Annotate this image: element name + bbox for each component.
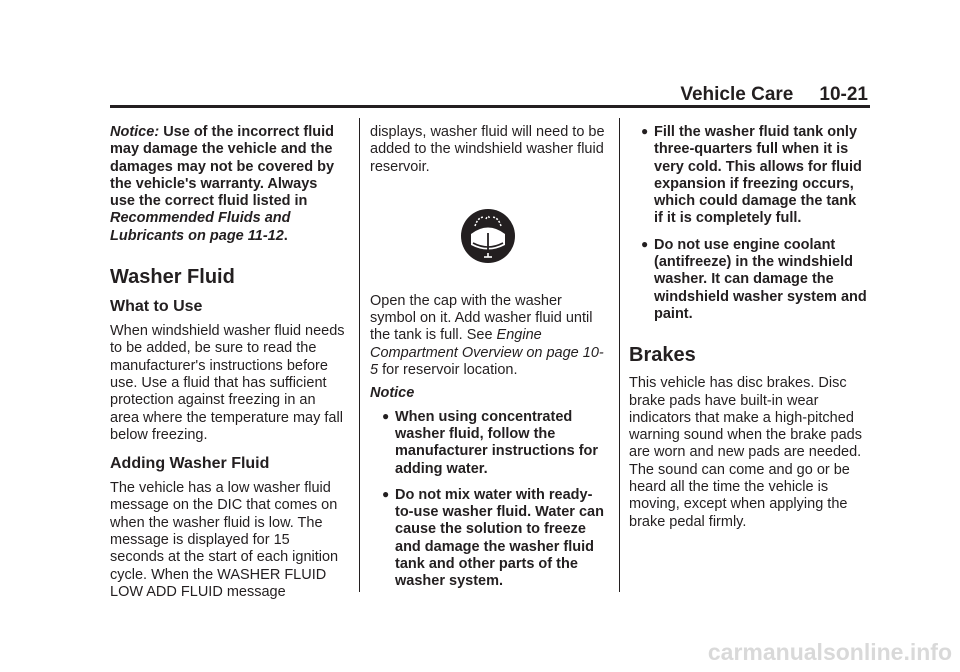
bullet-icon: ● <box>382 408 390 423</box>
cap-link[interactable]: Engine Compartment Overview on page 10-5 <box>370 327 604 379</box>
notice-paragraph <box>110 124 346 245</box>
cap-end: for reservoir location. <box>382 362 518 379</box>
middle-column <box>370 124 606 591</box>
right-bullet-list <box>629 124 867 323</box>
bullet-text: Do not use engine coolant (antifreeze) in the windshield washer. It can damage the windshield washer system and paint. <box>654 236 867 322</box>
heading-adding-washer-fluid: Adding Washer Fluid <box>110 455 270 473</box>
column-divider <box>359 118 360 592</box>
what-to-use-text: When windshield washer fluid needs to be added, be sure to read the manufacturer's instructions before use. Use a fluid that has sufficient protection against freezing in an area where the temperature may fall below freezing. <box>110 323 345 443</box>
bullet-text: When using concentrated washer fluid, follow the manufacturer instructions for adding water. <box>395 408 599 477</box>
bullet-icon: ● <box>641 236 649 251</box>
notice-text: Use of the incorrect fluid may damage the vehicle and the damages may not be covered by the vehicle's warranty. Always use the correct fluid listed in <box>110 124 335 210</box>
header-rule <box>110 105 870 108</box>
notice-label: Notice: <box>110 124 160 140</box>
bullet-icon: ● <box>382 486 390 501</box>
notice-end: . <box>283 227 288 244</box>
page-number: 10-21 <box>819 84 868 105</box>
cap-paragraph <box>370 293 606 379</box>
bullet-text: Do not mix water with ready-to-use washer fluid. Water can cause the solution to freeze and damage the washer fluid tank and other parts of the washer system. <box>395 486 604 590</box>
page-header <box>680 84 868 106</box>
bullet-item <box>629 124 867 228</box>
watermark: carmanualsonline.info <box>707 639 952 665</box>
bullet-text: Fill the washer fluid tank only three-quarters full when it is very cold. This allows for fluid expansion if freezing occurs, which could damage the tank if it is completely full. <box>654 124 862 227</box>
heading-washer-fluid: Washer Fluid <box>110 266 235 289</box>
washer-icon-wrap <box>370 208 606 264</box>
left-column <box>110 124 346 601</box>
bullet-item <box>370 409 606 478</box>
right-column <box>629 124 867 531</box>
bullet-item <box>629 237 867 323</box>
heading-what-to-use: What to Use <box>110 298 203 316</box>
brakes-text: This vehicle has disc brakes. Disc brake pads have built-in wear indicators that make a high-pitched warning sound when the brake pads are worn and new pads are needed. The sound can come and go or be heard all the time the vehicle is moving, except when applying the brake pedal firmly. <box>629 375 862 530</box>
windshield-washer-symbol-icon <box>460 208 516 264</box>
cap-text: Open the cap with the washer symbol on it. Add washer fluid until the tank is full. See <box>370 292 593 344</box>
column-divider <box>619 118 620 592</box>
notice-bullet-list <box>370 409 606 591</box>
heading-brakes: Brakes <box>629 344 696 367</box>
notice-link[interactable]: Recommended Fluids and Lubricants on page 11-12 <box>110 210 291 244</box>
section-title: Vehicle Care <box>680 84 794 105</box>
bullet-item <box>370 487 606 591</box>
bullet-icon: ● <box>641 124 649 138</box>
continuation-text: displays, washer fluid will need to be added to the windshield washer fluid reservoir. <box>370 124 605 175</box>
adding-text: The vehicle has a low washer fluid message on the DIC that comes on when the washer fluid is low. The message is displayed for 15 seconds at the start of each ignition cycle. When the WASHER FLUID LOW ADD FLUID message <box>110 480 339 600</box>
notice-title: Notice <box>370 385 415 402</box>
